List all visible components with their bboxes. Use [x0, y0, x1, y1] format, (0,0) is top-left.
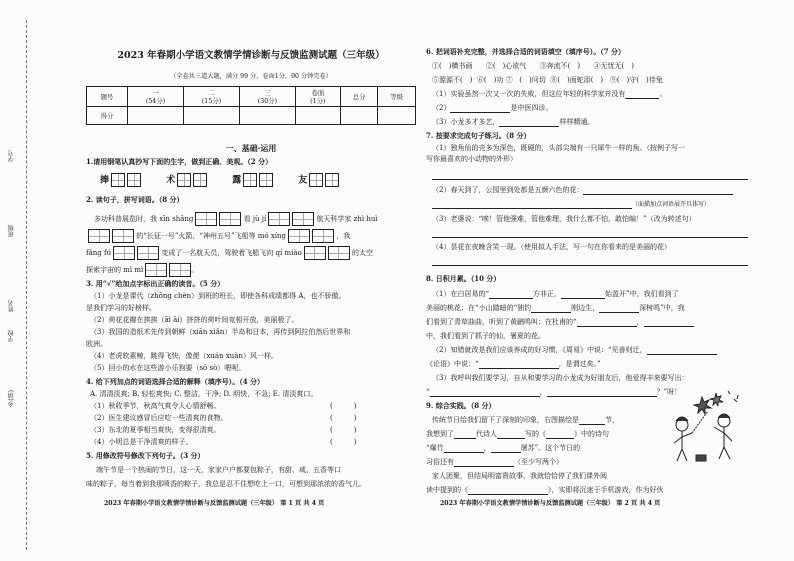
section-heading: 一、基础·运用	[225, 143, 277, 153]
q3-item: （5）回小的水在这些游小乐狗要（sō sò）喂呢。	[90, 364, 246, 372]
q8-item: （2）知错就改是我们应该养成的好习惯，《周易》中说：“见善则迁，	[432, 346, 717, 355]
q9-title: 9. 综合实践。（8 分）	[426, 401, 496, 410]
q4-item: （2）医生建议感冒后应吃一些清爽的食物。 ( )	[90, 414, 357, 422]
q9-item: 我想到了 代诗人 写的《 》中的诗句	[426, 430, 609, 438]
q2-title: 2. 读句子，拼写词语。（8 分）	[86, 195, 184, 204]
answer-line[interactable]	[432, 229, 748, 238]
pinyin-box[interactable]	[145, 263, 167, 277]
q3-item: （4）老虎软素鲸，跳得飞快，像便（xuán xuàn）风一样。	[90, 352, 278, 360]
q1-char: 捧	[100, 175, 110, 186]
writing-box[interactable]	[111, 173, 125, 187]
pinyin-box[interactable]	[112, 229, 134, 243]
q3-item: 是我们学习的好榜样。	[86, 304, 156, 312]
writing-box[interactable]	[127, 173, 141, 187]
q7-item: （面描加点词语展开具体写）	[432, 200, 710, 209]
q1-char: 露	[232, 175, 242, 186]
q5-text: 端午节是一个热闹的节日，这一天，家家户户都要包粽子，有甜、咸、五香等口	[96, 466, 341, 474]
q9-item: “爆竹 ， 屠苏”。这个节日的	[426, 444, 581, 452]
pinyin-box[interactable]	[292, 212, 314, 226]
q6-row: ⑤源源不( ) ⑥( )功 ⑦ ( )问切 ⑧( )面蛇添( ) ⑨( )守( )待兔	[432, 76, 663, 84]
writing-box[interactable]	[193, 173, 207, 187]
q2-line: fǎng fú 变成了一名航天员，驾驶着飞船飞向 qí miào 的太空	[86, 246, 373, 260]
score-entry[interactable]	[183, 107, 239, 125]
pinyin-box[interactable]	[328, 246, 350, 260]
q7-item: 写你最喜欢的小动物的外形）	[426, 155, 517, 163]
q6-item: （3）小龙多才多艺， 样样精通。	[432, 118, 595, 126]
answer-line[interactable]	[432, 171, 748, 180]
cut-line	[26, 20, 27, 550]
q7-item: （3）老婆说：“唉！管他强难，管他难理，我什么都不怕，敢怕编！”（改为转述句）	[432, 215, 696, 223]
q4-title: 4. 给下列加点的词语选择合适的解释（填序号）。（4 分）	[86, 377, 265, 386]
q1-char: 术	[166, 175, 176, 186]
q7-item: （1）独角仙的壳多为深色，既硬的，头部尖端有一只犀牛一样的角。（按例子写一	[432, 144, 685, 152]
q3-item: （3）我国的造纸术先传到朝鲜（xiān xiǎn）半岛和日本，再传到阿拉伯然后世界和	[90, 328, 351, 336]
binding-strip	[0, 0, 40, 561]
q8-title: 8. 日积月累。（10 分）	[426, 274, 501, 283]
q8-item: 中，我们看到了抓子的仙，暑夏的花。	[426, 332, 545, 340]
writing-box[interactable]	[259, 173, 273, 187]
score-table	[86, 86, 416, 125]
pinyin-box[interactable]	[312, 229, 334, 243]
q8-item: 们看到了青草曲曲，听到了黄鹂鸣叫；在杜甫的“ ，	[426, 318, 694, 327]
exam-subtitle: （全卷共三道大题，满分 99 分，卷面1分，90 分钟完卷）	[170, 73, 332, 80]
q9-item: 读中提到的《 》，实即将沉迷于手机游戏，作为好伙	[426, 486, 664, 494]
q7-item: （2）春天到了，公园里到处都是五颜六色的花：	[432, 186, 733, 195]
pinyin-box[interactable]	[304, 246, 326, 260]
writing-box[interactable]	[309, 173, 323, 187]
score-entry[interactable]	[295, 107, 340, 125]
score-entry[interactable]	[340, 107, 378, 125]
q8-item: （1）在白居易的“ 方非正， 始盈开”中，我们看到了	[432, 290, 679, 298]
writing-box[interactable]	[243, 173, 257, 187]
score-cell: 题号	[87, 87, 128, 107]
q9-item: 传统节日给我们留下了深刻的印象，右图描绘是 节，	[432, 416, 619, 424]
pinyin-box[interactable]	[288, 229, 310, 243]
pinyin-box[interactable]	[137, 246, 159, 260]
pinyin-box[interactable]	[113, 246, 135, 260]
footer-right: 2023 年春期小学语文教情学情诊断与反馈监测试题（三年级） 第 2 页 共 4 页	[440, 500, 661, 507]
q6-title: 6. 把词语补充完整，并选择合适的词语填空（填序号）。（7 分）	[426, 47, 626, 56]
q8-item: 《论语》中说：“ ，是谓过矣。”	[426, 360, 601, 368]
q1-chars	[100, 173, 339, 187]
exam-title: 2023 年春期小学语文教情学情诊断与反馈监测试题（三年级）	[117, 50, 385, 61]
pinyin-box[interactable]	[169, 263, 191, 277]
score-row-label: 得分	[87, 107, 128, 125]
q8-item: （3）我呼叫我们要学习，自从和要学习的小龙成为好朋友后，他爱得丰来要写出：	[432, 374, 689, 382]
q3-title: 3. 用“√”给加点字标出正确的读音。（5 分）	[86, 279, 225, 288]
class-label: 班级	[8, 225, 15, 237]
score-cell: 二 (15分)	[183, 87, 239, 107]
answer-line[interactable]	[432, 257, 748, 266]
score-cell: 三 (30分)	[239, 87, 295, 107]
pinyin-box[interactable]	[219, 212, 241, 226]
pinyin-box[interactable]	[195, 212, 217, 226]
q5-title: 5. 用修改符号修改下列句子。（3 分）	[86, 451, 205, 460]
q6-item: （1）实验虽然一次又一次的失败，但这位年轻的科学家并没有 。	[432, 90, 667, 98]
pinyin-box[interactable]	[268, 212, 290, 226]
festival-illustration	[662, 385, 750, 469]
q1-char: 友	[298, 175, 308, 186]
score-cell: 总分	[340, 87, 378, 107]
township-label: 乡(镇)	[8, 390, 15, 407]
score-cell: 卷面 (1分)	[295, 87, 340, 107]
q4-options: A. 清清淡爽; B. 轻松爽快; C. 整洁，干净; D. 明快，不急; E. 清淡爽口。	[90, 390, 318, 398]
q8-item: 美丽的桃花；在“小山踏暗的“独钓 刚边生， 深树鸣”中，我	[426, 304, 685, 312]
q6-item: （2） 是中医四诊。	[432, 104, 553, 112]
score-entry[interactable]	[128, 107, 184, 125]
q2-line: 的“长征一号”火箭、“神州五号”飞船等 mó xíng ，我	[86, 229, 350, 243]
score-cell: 一 (54分)	[128, 87, 184, 107]
writing-box[interactable]	[325, 173, 339, 187]
q4-item: （3）东北的夏季相当爽快，变得很清爽。 ( )	[90, 426, 357, 434]
q2-line: 探索宇宙的 mì mì 。	[86, 263, 198, 277]
q7-item: （4）昙花在夜晚含笑一现。（使用拟人手法，写一句在你看来的是美丽的花）	[432, 243, 671, 251]
writing-box[interactable]	[177, 173, 191, 187]
q1-title: 1.请用钢笔认真抄写下面的生字，做到正确、美观。（2 分）	[86, 157, 273, 166]
q4-item: （4）小明总是干净清爽的样子。 ( )	[90, 438, 357, 446]
score-cell: 等级	[378, 87, 416, 107]
q8-item: “ ， ？”呀！	[426, 388, 682, 396]
q6-row: ①( )横书画 ②( )心欲气 ③奔流不( ) ④无忧无( )	[432, 62, 634, 70]
q3-item: （1）小龙是课代（zhōng chèn）到班的班长，即使各科成绩都得 A，也不骄傲。	[90, 292, 346, 300]
student-id-label: 学号	[8, 150, 15, 162]
school-label: 学校	[8, 330, 15, 342]
q3-item: （2）荷花花瓣在挨挨（āi āi）挤挤的荷叶间竞相开放，美丽极了。	[90, 316, 299, 324]
score-entry[interactable]	[239, 107, 295, 125]
q9-item: 家人团聚，但结局明富貴故事，我就恰恰停了我们课外阅	[432, 472, 607, 480]
q3-item: 欧洲。	[86, 340, 107, 348]
q7-title: 7. 按要求完成句子练习。（8 分）	[426, 131, 531, 140]
pinyin-box[interactable]	[88, 229, 110, 243]
name-label: 姓名	[8, 300, 15, 312]
q9-item: 习俗还有 （至少写两个）	[426, 458, 563, 466]
q4-item: （1）秋收季节，秋高气爽令人心情舒畅。 ( )	[90, 402, 357, 410]
score-entry[interactable]	[378, 107, 416, 125]
q5-text: 味的粽子，每当着到我那喷香的粽子，我总是忍不住想吃上一口，可想到那浓浓的香气儿。	[86, 480, 366, 488]
q2-line: 多功科普展览时，我 xīn shǎng 看 jù jí 航天科学家 zhì huì	[94, 212, 378, 226]
footer-left: 2023 年春期小学语文教情学情诊断与反馈监测试题（三年级） 第 1 页 共 4 页	[104, 500, 325, 507]
